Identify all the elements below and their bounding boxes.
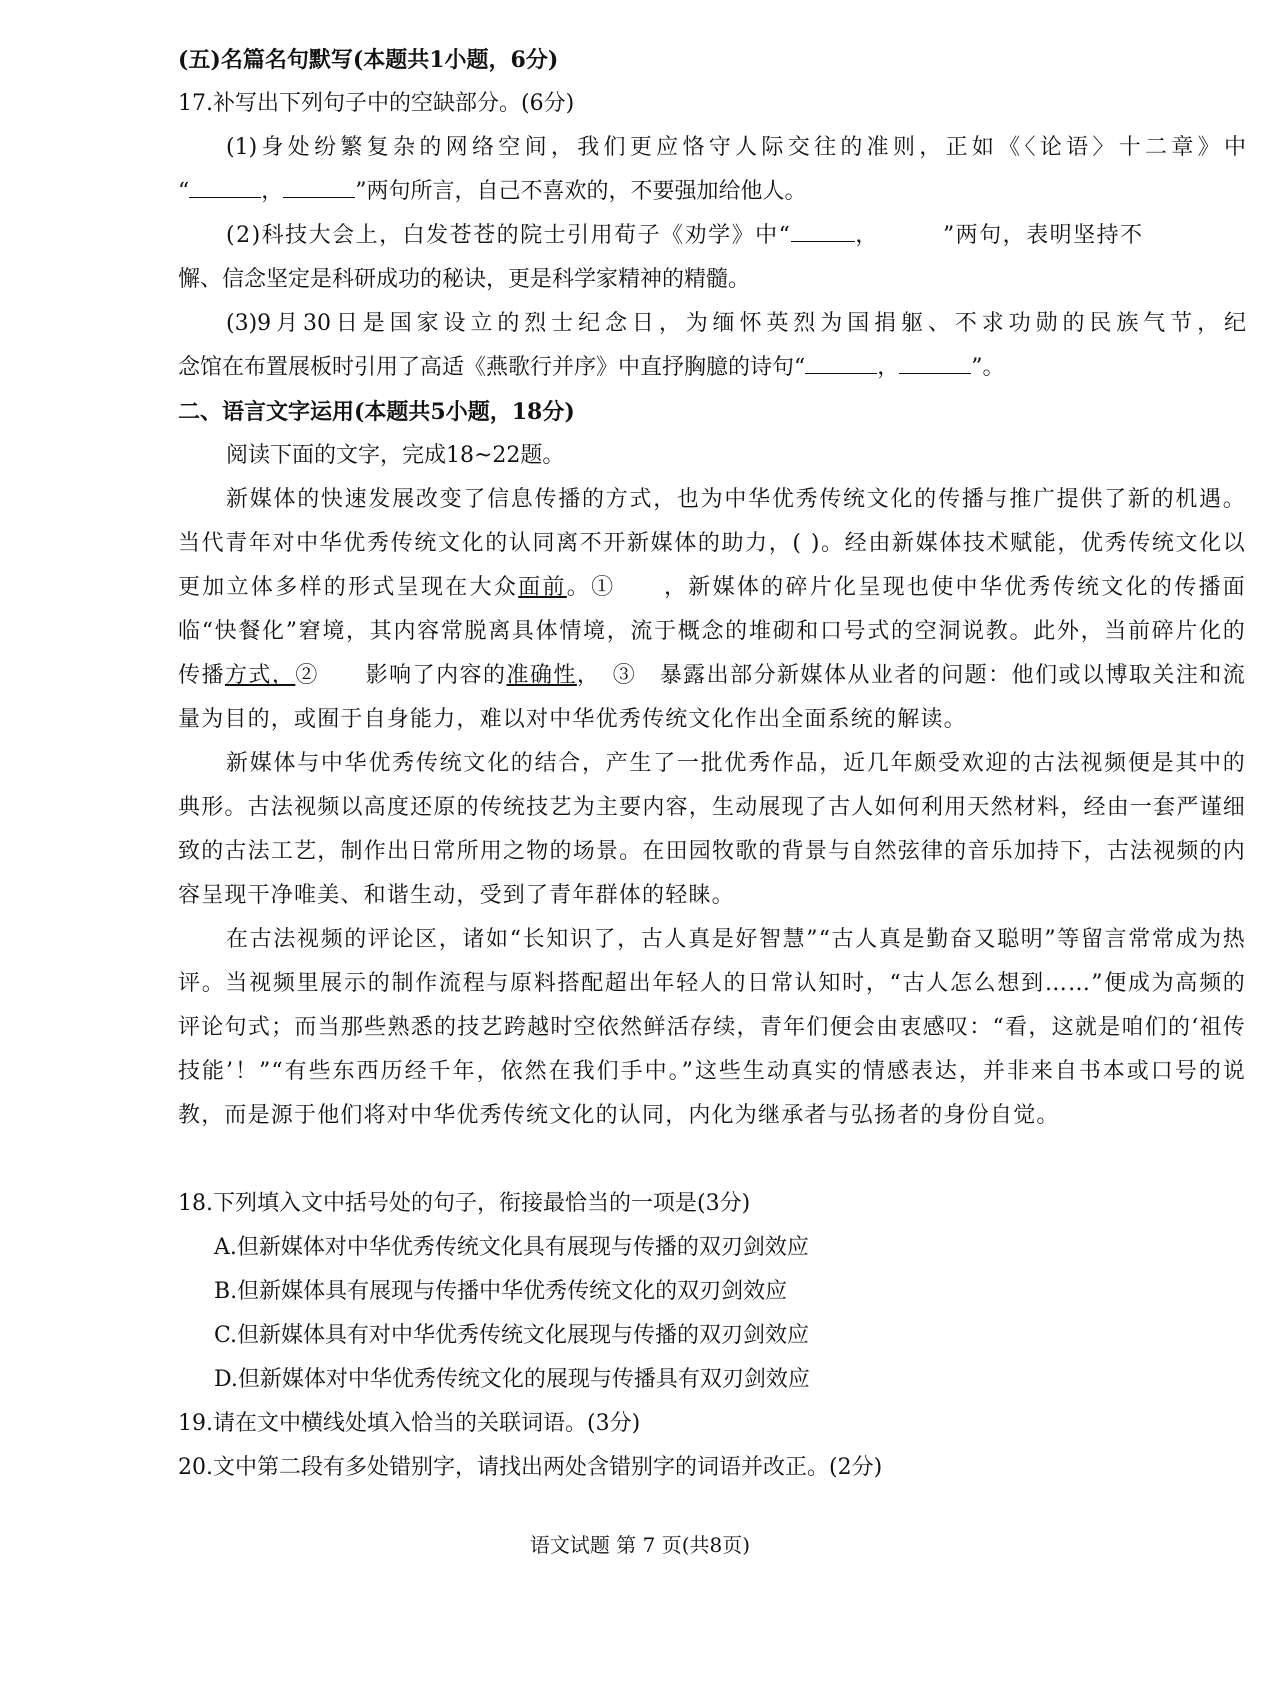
question-20: 20.文中第二段有多处错别字，请找出两处含错别字的词语并改正。(2分): [178, 1455, 883, 1480]
question-18: 18.下列填入文中括号处的句子，衔接最恰当的一项是(3分): [178, 1191, 751, 1216]
comma: ，: [261, 179, 284, 204]
quote-open: “: [178, 179, 190, 204]
question-17: 17.补写出下列句子中的空缺部分。(6分): [178, 91, 575, 116]
q17-item3-head: 念馆在布置展板时引用了高适《燕歌行并序》中直抒胸臆的诗句“: [178, 355, 806, 380]
answer-blank[interactable]: [791, 221, 855, 242]
q17-item1-line1: (1)身处纷繁复杂的网络空间，我们更应恪守人际交往的准则，正如《〈论语〉十二章》中: [226, 135, 1246, 160]
underlined-word: 准确性: [506, 663, 577, 688]
p1-text-c: ② 影响了内容的: [295, 663, 507, 688]
answer-blank[interactable]: [283, 177, 355, 198]
underlined-word: 方式，: [224, 663, 296, 688]
comma: ，: [877, 355, 900, 380]
passage-paragraph-2: 新媒体与中华优秀传统文化的结合，产生了一批优秀作品，近几年颇受欢迎的古法视频便是其中的典形。古法视频以高度还原的传统技艺为主要内容，生动展现了古人如何利用天然材料，经由一套严谨细致的古法工艺，制作出日常所用之物的场景。在田园牧歌的背景与自然弦律的音乐加持下，古法视频的内容呈现干净唯美、和谐生动，受到了青年群体的轻睐。: [178, 751, 1246, 908]
question-19: 19.请在文中横线处填入恰当的关联词语。(3分): [178, 1411, 641, 1436]
exam-page: [178, 38, 1246, 1490]
answer-blank[interactable]: [899, 353, 971, 374]
q18-option-c[interactable]: C.但新媒体具有对中华优秀传统文化展现与传播的双刃剑效应: [214, 1323, 810, 1348]
underlined-word: 面前: [518, 575, 567, 600]
answer-blank[interactable]: [189, 177, 261, 198]
q17-item1-line2: [178, 170, 1246, 214]
p1-text-d: ， ③ 暴露出部分新媒体从业者的问题：他们或以博取关注和流量为目的，或囿于自身能力，难以对中华优秀传统文化作出全面系统的解读。: [178, 663, 1246, 732]
q17-item3-line1: (3)9月30日是国家设立的烈士纪念日，为缅怀英烈为国捐躯、不求功勋的民族气节，纪: [226, 311, 1246, 336]
answer-blank[interactable]: [879, 221, 943, 242]
comma: ，: [855, 223, 879, 248]
q17-item2-tail: ”两句，表明坚持不: [942, 223, 1144, 248]
p1-text-b: 。① ，新媒体的碎片化呈现也使中华优秀传统文化的传播面临“快餐化”窘境，其内容常脱离具体情境，流于概念的堆砌和口号式的空洞说教。此外，当前碎片化的传播: [178, 575, 1246, 688]
passage-paragraph-1: [178, 478, 1246, 742]
section5-title: (五)名篇名句默写(本题共1小题，6分): [178, 47, 559, 73]
q17-item2-head: (2)科技大会上，白发苍苍的院士引用荀子《劝学》中“: [226, 223, 792, 248]
answer-blank[interactable]: [805, 353, 877, 374]
section2-title: 二、语言文字运用(本题共5小题，18分): [178, 399, 575, 425]
q17-item2-line1: [178, 214, 1246, 258]
q17-item3-tail: ”。: [971, 355, 1005, 380]
passage-paragraph-3: 在古法视频的评论区，诸如“长知识了，古人真是好智慧”“古人真是勤奋又聪明”等留言常常成为热评。当视频里展示的制作流程与原料搭配超出年轻人的日常认知时，“古人怎么想到……”便成为高频的评论句式；而当那些熟悉的技艺跨越时空依然鲜活存续，青年们便会由衷感叹：“看，这就是咱们的‘祖传技能’！”“有些东西历经千年，依然在我们手中。”这些生动真实的情感表达，并非来自书本或口号的说教，而是源于他们将对中华优秀传统文化的认同，内化为继承者与弘扬者的身份自觉。: [178, 927, 1246, 1128]
page-footer: 语文试题 第 7 页(共8页): [529, 1533, 751, 1557]
q17-item2-line2: 懈、信念坚定是科研成功的秘诀，更是科学家精神的精髓。: [178, 267, 751, 292]
q18-option-b[interactable]: B.但新媒体具有展现与传播中华优秀传统文化的双刃剑效应: [214, 1279, 788, 1304]
reading-intro: 阅读下面的文字，完成18~22题。: [226, 443, 565, 468]
q17-item3-line2: [178, 346, 1246, 390]
q18-option-a[interactable]: A.但新媒体对中华优秀传统文化具有展现与传播的双刃剑效应: [214, 1235, 809, 1260]
q17-item1-tail: ”两句所言，自己不喜欢的，不要强加给他人。: [355, 179, 807, 204]
q18-option-d[interactable]: D.但新媒体对中华优秀传统文化的展现与传播具有双刃剑效应: [214, 1367, 810, 1392]
p1-text-a: 新媒体的快速发展改变了信息传播的方式，也为中华优秀传统文化的传播与推广提供了新的机遇。当代青年对中华优秀传统文化的认同离不开新媒体的助力，( )。经由新媒体技术赋能，优秀传统文化以更加立体多样的形式呈现在大众: [178, 487, 1246, 600]
